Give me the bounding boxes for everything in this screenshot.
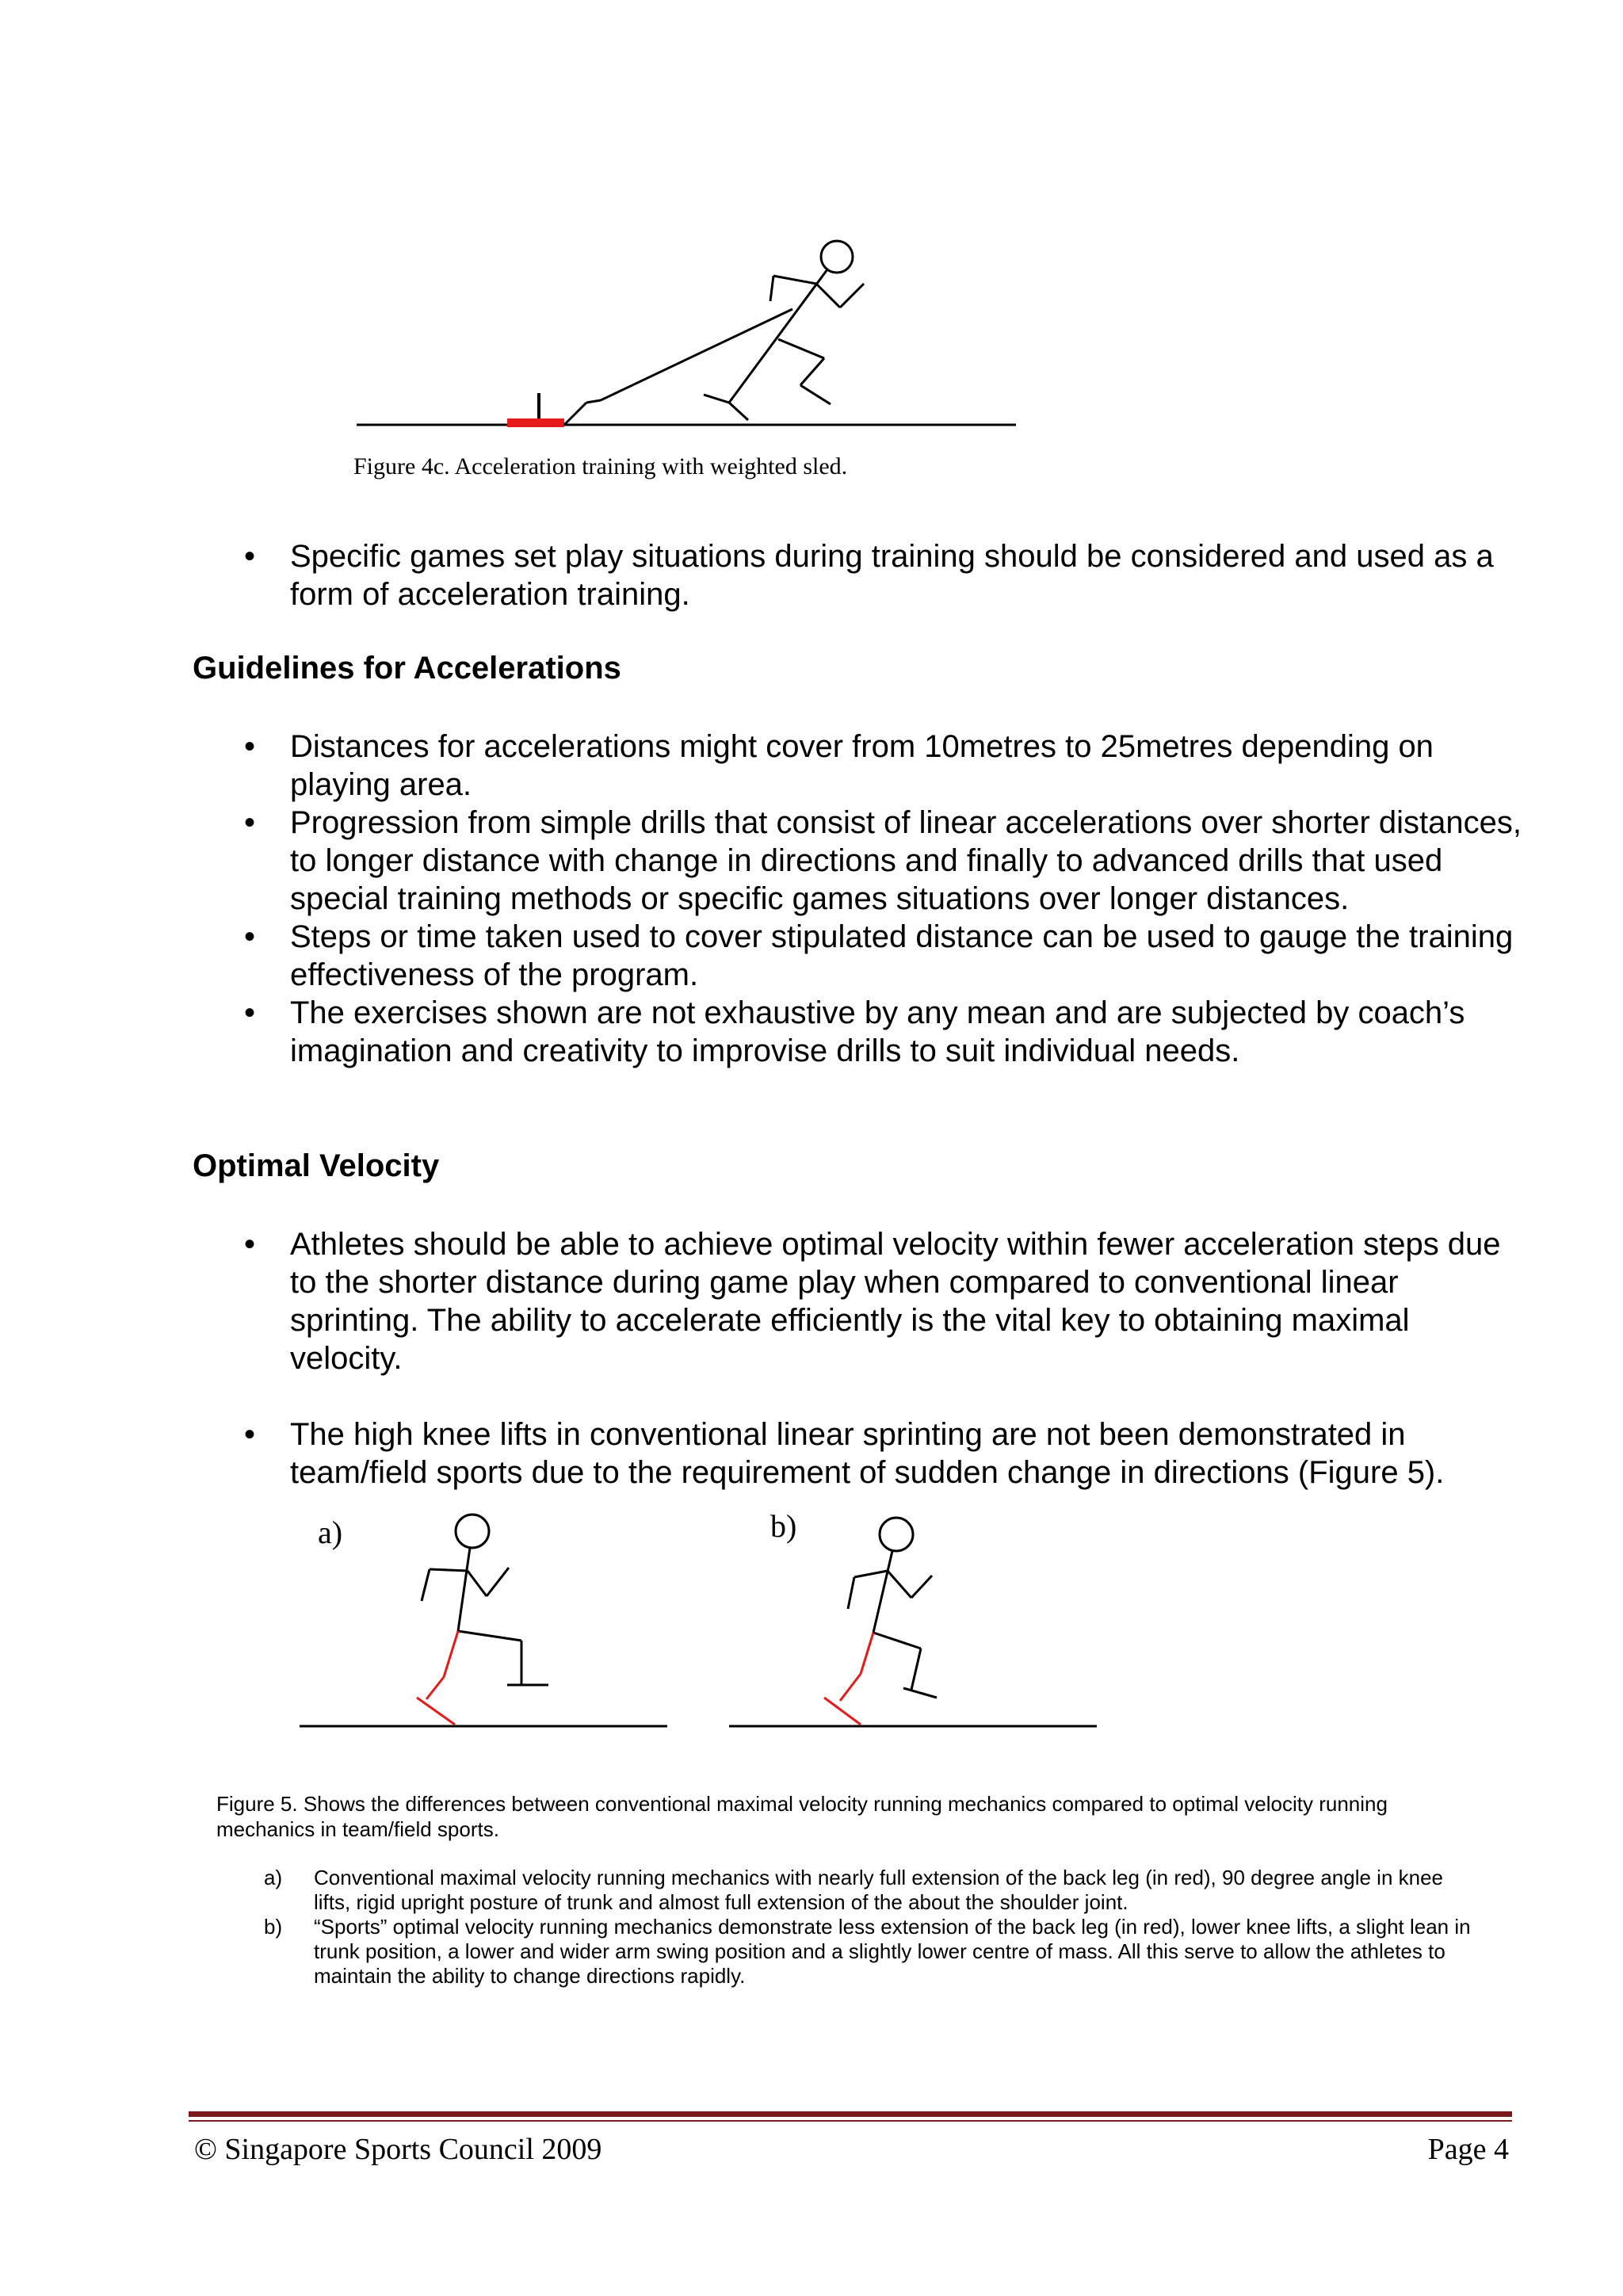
accelerations-bullet-list <box>238 728 1522 1070</box>
footer-copyright: © Singapore Sports Council 2009 <box>194 2133 602 2166</box>
weighted-sled <box>507 393 586 427</box>
figure-5-label-a: a) <box>318 1515 343 1550</box>
list-item: • Progression from simple drills that consist of linear accelerations over shorter distances, to longer distance with change in directions and finally to advanced drills that used special training methods or specific games situations over longer distances. <box>244 805 1522 916</box>
list-item: a) Conventional maximal velocity running mechanics with nearly full extension of the back leg (in red), 90 degree angle in knee lifts, rigid upright posture of trunk and almost full extension of the about the shoulder joint. <box>264 1866 1444 1914</box>
footer-page-number: Page 4 <box>1427 2133 1509 2166</box>
list-item: • Specific games set play situations during training should be considered and used as a form of acceleration training. <box>244 539 1494 612</box>
figure-5-item-list <box>264 1866 1476 1988</box>
list-item: • The exercises shown are not exhaustive by any mean and are subjected by coach’s imagination and creativity to improvise drills to suit individual needs. <box>244 995 1465 1068</box>
sled-harness-rope <box>586 309 792 403</box>
figure-5-caption: Figure 5. Shows the differences between conventional maximal velocity running mechanics compared to optimal velocity running mechanics in team/field sports. <box>216 1792 1388 1841</box>
velocity-bullet-list <box>238 1225 1522 1492</box>
list-item: b) “Sports” optimal velocity running mechanics demonstrate less extension of the back leg (in red), lower knee lifts, a slight lean in trunk position, a lower and wider arm swing position and a slightly lower centre of mass. All this serve to allow the athletes to maintain the ability to change directions rapidly. <box>264 1915 1471 1988</box>
figure-b-stick-figure <box>824 1518 937 1725</box>
footer-divider-thick <box>189 2111 1512 2117</box>
list-item: • Distances for accelerations might cover from 10metres to 25metres depending on playing area. <box>244 729 1434 802</box>
figure-5-label-b: b) <box>770 1508 797 1544</box>
list-item: • The high knee lifts in conventional linear sprinting are not been demonstrated in team/field sports due to the requirement of sudden change in directions (Figure 5). <box>244 1417 1445 1490</box>
section-heading-optimal-velocity: Optimal Velocity <box>193 1148 440 1183</box>
top-bullet-list <box>238 537 1522 613</box>
list-item: • Athletes should be able to achieve optimal velocity within fewer acceleration steps due to the shorter distance during game play when compared to conventional linear sprinting. The ability to accelerate efficiently is the vital key to obtaining maximal velocity. <box>244 1227 1501 1376</box>
figure-a-stick-figure <box>417 1515 548 1725</box>
footer-divider-thin <box>189 2120 1512 2122</box>
section-heading-accelerations: Guidelines for Accelerations <box>193 651 621 686</box>
figure-4c-caption: Figure 4c. Acceleration training with weighted sled. <box>353 453 848 479</box>
item-marker: a) <box>264 1866 283 1889</box>
figure-5-running-mechanics-illustration <box>0 1490 1623 1744</box>
item-marker: b) <box>264 1915 283 1939</box>
list-item: • Steps or time taken used to cover stipulated distance can be used to gauge the training effectiveness of the program. <box>244 919 1514 992</box>
sprinter-stick-figure <box>704 241 864 420</box>
